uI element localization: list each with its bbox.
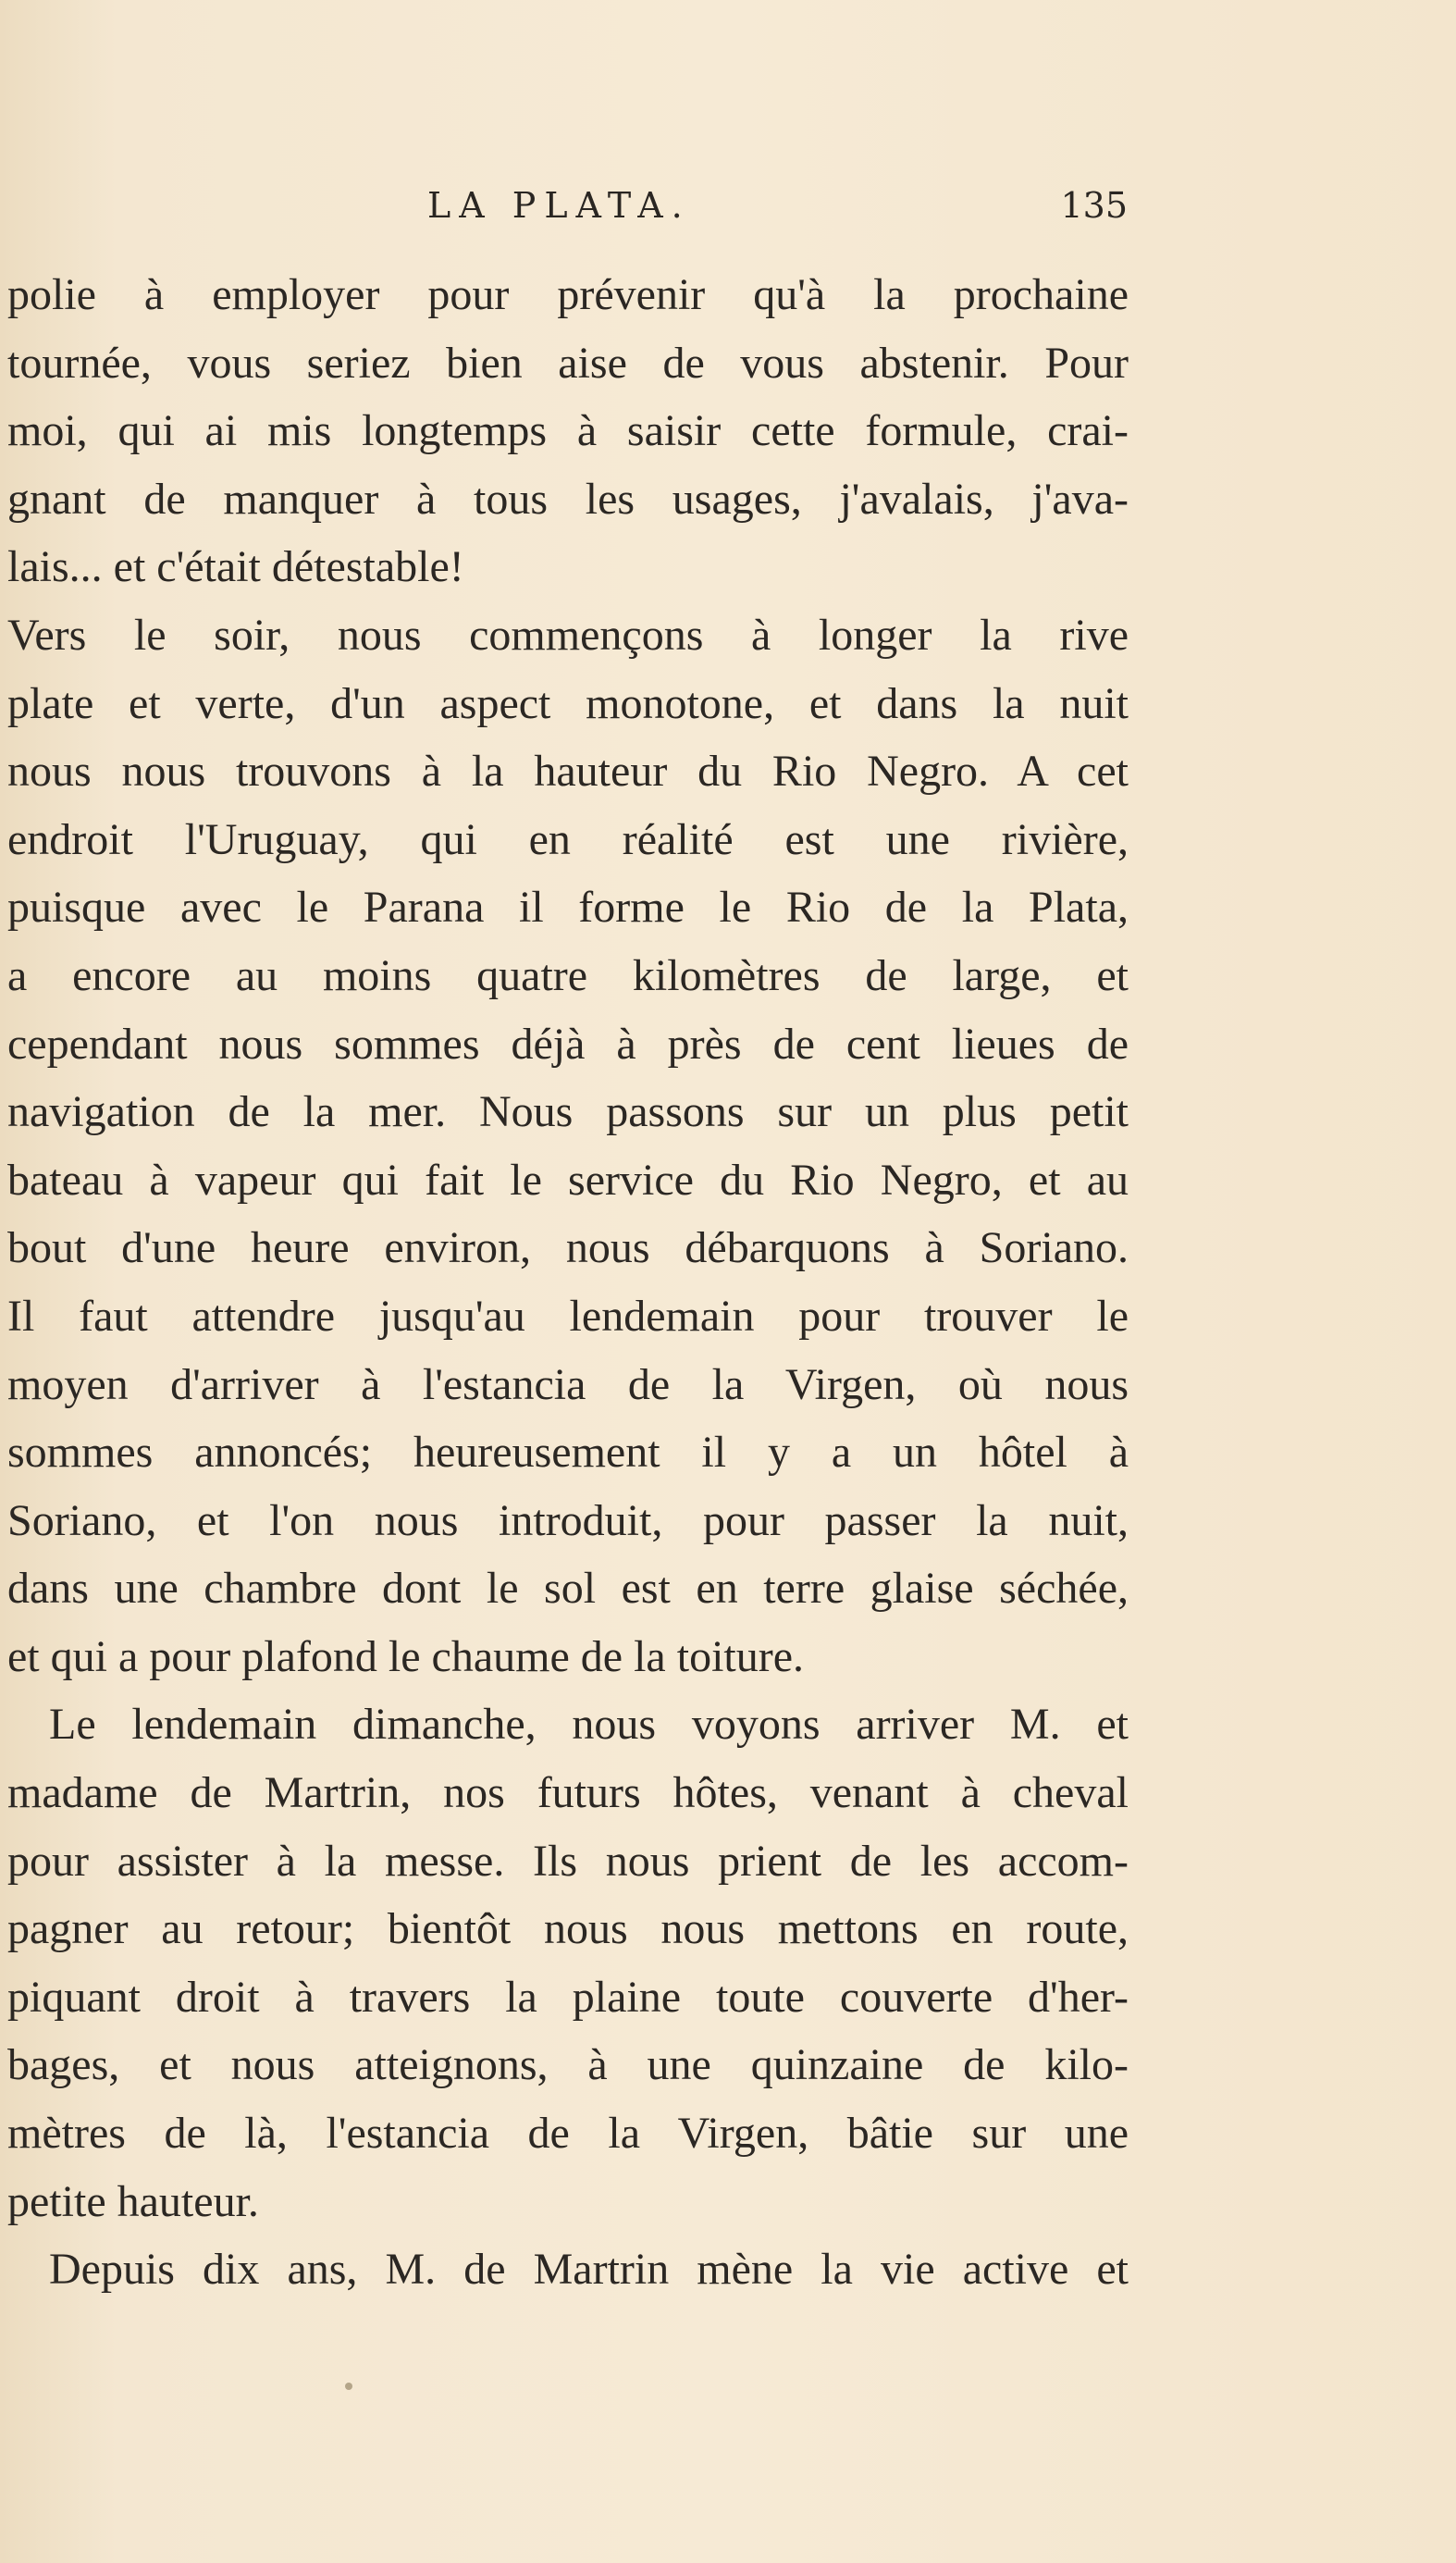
text-line: navigation de la mer. Nous passons sur un plus petit [7,1087,1129,1137]
text-line: moi, qui ai mis longtemps à saisir cette formule, crai- [7,406,1129,456]
page-header [0,185,1456,241]
text-line: Le lendemain dimanche, nous voyons arriver M. et [49,1700,1129,1750]
page-number: 135 [1060,185,1128,226]
text-line: puisque avec le Parana il forme le Rio de la Plata, [7,883,1129,933]
text-line: Vers le soir, nous commençons à longer la rive [7,610,1129,660]
text-line: tournée, vous seriez bien aise de vous abstenir. Pour [7,338,1129,388]
ink-speck [345,2383,352,2390]
text-line: Soriano, et l'on nous introduit, pour passer la nuit, [7,1495,1129,1545]
text-line: pagner au retour; bientôt nous nous mettons en route, [7,1904,1129,1954]
text-line: polie à employer pour prévenir qu'à la prochaine [7,270,1129,319]
text-line: madame de Martrin, nos futurs hôtes, venant à cheval [7,1768,1129,1818]
text-line: petite hauteur. [7,2176,259,2226]
body-text [7,261,1129,2304]
text-line: Il faut attendre jusqu'au lendemain pour trouver le [7,1291,1129,1341]
text-line: Depuis dix ans, M. de Martrin mène la vie active et [49,2245,1129,2295]
text-line: gnant de manquer à tous les usages, j'avalais, j'ava- [7,474,1129,524]
text-line: a encore au moins quatre kilomètres de large, et [7,950,1129,1000]
text-line: moyen d'arriver à l'estancia de la Virgen, où nous [7,1359,1129,1409]
text-line: endroit l'Uruguay, qui en réalité est une rivière, [7,814,1129,864]
text-line: lais... et c'était détestable! [7,542,464,592]
text-line: pour assister à la messe. Ils nous prient de les accom- [7,1836,1129,1886]
text-line: bateau à vapeur qui fait le service du Rio Negro, et au [7,1155,1129,1205]
text-line: mètres de là, l'estancia de la Virgen, bâtie sur une [7,2109,1129,2159]
text-line: piquant droit à travers la plaine toute couverte d'her- [7,1972,1129,2022]
text-line: sommes annoncés; heureusement il y a un hôtel à [7,1428,1129,1478]
text-line: bages, et nous atteignons, à une quinzaine de kilo- [7,2040,1129,2090]
text-line: nous nous trouvons à la hauteur du Rio Negro. A cet [7,747,1129,797]
running-title: LA PLATA. [427,185,691,226]
text-line: bout d'une heure environ, nous débarquons à Soriano. [7,1223,1129,1273]
text-line: plate et verte, d'un aspect monotone, et dans la nuit [7,678,1129,728]
text-line: cependant nous sommes déjà à près de cent lieues de [7,1019,1129,1069]
text-line: et qui a pour plafond le chaume de la toiture. [7,1631,805,1681]
text-line: dans une chambre dont le sol est en terre glaise séchée, [7,1564,1129,1614]
